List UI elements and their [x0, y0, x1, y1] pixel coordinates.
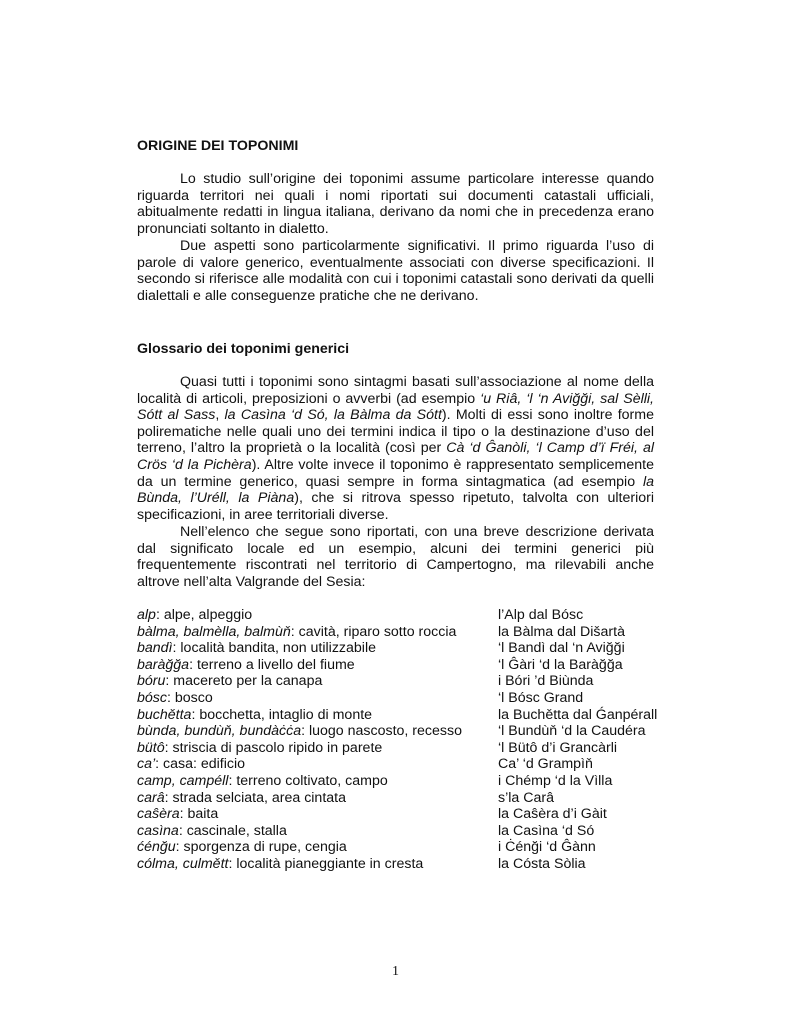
glossary-definition: [137, 673, 322, 690]
glossary-term: alp: [137, 607, 156, 623]
intro-paragraph-1: [137, 171, 654, 237]
glossary-term: bùnda, bundùň, bundàċċa: [137, 723, 302, 740]
paragraph-text: Nell’elenco che segue sono riportati, con una breve descrizione derivata dal significato locale ed un esempio, alcuni dei termini generici più frequentemente riscontrati nel territorio di Campertogno, ma rilevabili anche altrove nell’alta Valgrande del Sesia:: [137, 524, 654, 590]
glossary-definition: [137, 790, 346, 807]
glossary-definition: [137, 624, 456, 641]
glossary-example: la Cósta Sòlia: [498, 855, 586, 872]
glossary-definition: [137, 756, 245, 773]
glossary-description: : baita: [179, 806, 219, 823]
glossary-description: : casa: edificio: [155, 756, 246, 773]
glossary-heading: Glossario dei toponimi generici: [137, 341, 350, 357]
glossary-definition: [137, 823, 287, 840]
glossary-description: : strada selciata, area cintata: [164, 789, 346, 806]
glossary-row: [137, 624, 677, 641]
glossary-description: : località pianeggiante in cresta: [228, 855, 424, 872]
glossary-description: : macereto per la canapa: [165, 673, 323, 690]
glossary-row: [137, 707, 677, 724]
glossary-row: [137, 806, 677, 823]
body-paragraph-4: [137, 524, 654, 590]
glossary-example: ‘l Bundùň ‘d la Caudéra: [498, 723, 646, 740]
glossary-example: la Caŝèra d’i Gàit: [498, 806, 607, 823]
glossary-row: [137, 607, 677, 624]
text-run: Quasi tutti i toponimi sono sintagmi basati sull’associazione al nome della località di articoli, preposizioni o avverbi (ad esempio: [137, 374, 654, 407]
glossary-example: i Bóri ’d Biùnda: [498, 673, 594, 690]
glossary-description: : sporgenza di rupe, cengia: [175, 839, 347, 856]
example-italic: Cà ‘d Ĝanòli, ‘l Camp d’ï Fréi, al Crös ‘d la Pichèra: [137, 440, 655, 473]
text-run: ). Molti di essi sono inoltre forme polirematiche nelle quali uno dei termini indica il tipo o la destinazione d’uso del terreno, l’altro la proprietà o la località (così per: [137, 407, 654, 457]
glossary-description: : luogo nascosto, recesso: [301, 723, 462, 740]
glossary-term: bóru: [137, 673, 166, 690]
glossary-definition: [137, 657, 355, 674]
glossary-term: ca’: [137, 756, 156, 773]
glossary-term: buchětta: [137, 706, 192, 723]
glossary-example: s’la Carâ: [498, 789, 554, 806]
glossary-definition: [137, 707, 372, 724]
glossary-description: : cavità, riparo sotto roccia: [290, 623, 457, 640]
glossary-example: la Casìna ‘d Só: [498, 822, 595, 839]
glossary-term: carâ: [137, 789, 165, 806]
paragraph-text: Lo studio sull’origine dei toponimi assume particolare interesse quando riguarda territori nei quali i nomi riportati sui documenti catastali ufficiali, abitualmente redatti in lingua italiana, derivano da nomi che in precedenza erano pronunciati soltanto in dialetto.: [137, 171, 654, 237]
example-italic: la Bùnda, l’Uréll, la Piàna: [137, 473, 654, 507]
glossary-example: i Ċénği ‘d Ĝànn: [498, 839, 596, 856]
glossary-description: : cascinale, stalla: [178, 822, 287, 839]
glossary-description: : striscia di pascolo ripido in parete: [164, 739, 383, 756]
glossary-row: [137, 657, 677, 674]
glossary-definition: [137, 856, 423, 873]
page-number: 1: [392, 964, 399, 979]
glossary-description: : bosco: [166, 689, 213, 706]
glossary-example: ‘l Ĝàri ‘d la Baràğğa: [498, 656, 623, 673]
glossary-row: [137, 823, 677, 840]
intro-paragraph-2: [137, 238, 654, 304]
glossary-row: [137, 723, 677, 740]
glossary-row: [137, 856, 677, 873]
glossary-description: : località bandita, non utilizzabile: [172, 640, 376, 657]
glossary-example: i Chémp ‘d la Vìlla: [498, 772, 613, 789]
glossary-term: baràğğa: [137, 656, 190, 673]
glossary-definition: [137, 607, 252, 624]
body-paragraph-3: [137, 374, 654, 523]
glossary-term: caŝèra: [137, 806, 180, 823]
glossary-row: [137, 839, 677, 856]
glossary-list: [137, 607, 677, 873]
glossary-definition: [137, 773, 388, 790]
glossary-definition: [137, 839, 347, 856]
glossary-row: [137, 690, 677, 707]
glossary-row: [137, 756, 677, 773]
glossary-term: casìna: [137, 822, 179, 839]
glossary-example: ‘l Bandì dal ‘n Aviğği: [498, 640, 625, 657]
glossary-row: [137, 673, 677, 690]
glossary-example: ‘l Bütô d’i Grancàrli: [498, 739, 618, 756]
glossary-row: [137, 790, 677, 807]
glossary-description: : alpe, alpeggio: [155, 607, 253, 623]
glossary-definition: [137, 723, 462, 740]
glossary-example: l’Alp dal Bósc: [498, 607, 584, 623]
paragraph-text: Due aspetti sono particolarmente significativi. Il primo riguarda l’uso di parole di valore generico, eventualmente associati con diverse specificazioni. Il secondo si riferisce alle modalità con cui i toponimi catastali sono derivati da quelli dialettali e alle conseguenze pratiche che ne derivano.: [137, 238, 654, 304]
glossary-definition: [137, 640, 376, 657]
glossary-example: la Bàlma dal Dišartà: [498, 623, 625, 640]
glossary-row: [137, 640, 677, 657]
glossary-definition: [137, 690, 213, 707]
paragraph-text: [137, 374, 654, 523]
glossary-definition: [137, 806, 218, 823]
glossary-row: [137, 740, 677, 757]
glossary-term: ćénğu: [137, 839, 176, 856]
glossary-term: bàlma, balmèlla, balmùň: [137, 623, 291, 640]
example-italic: ‘u Riâ, ‘l ‘n Aviğği, sal Sèlli, Sótt al Sass: [137, 390, 654, 424]
glossary-description: : bocchetta, intaglio di monte: [191, 706, 373, 723]
glossary-term: bósc: [137, 689, 167, 706]
glossary-description: : terreno coltivato, campo: [228, 772, 388, 789]
section-heading: ORIGINE DEI TOPONIMI: [137, 138, 299, 154]
glossary-description: : terreno a livello del fiume: [189, 656, 355, 673]
glossary-term: camp, campéll: [137, 772, 229, 789]
text-run: ,: [215, 407, 225, 424]
glossary-example: Ca’ ‘d Grampìň: [498, 756, 593, 773]
text-run: ), che si ritrova spesso ripetuto, talvolta con ulteriori specificazioni, in aree territoriali diverse.: [137, 490, 654, 523]
text-run: ). Altre volte invece il toponimo è rappresentato semplicemente da un termine generico, quasi sempre in forma sintagmatica (ad esempio: [137, 456, 654, 490]
glossary-term: bütô: [137, 739, 165, 756]
glossary-term: cólma, culmětt: [137, 855, 229, 872]
glossary-definition: [137, 740, 382, 757]
glossary-example: la Buchětta dal Ǵanpérall: [498, 706, 658, 723]
glossary-example: ‘l Bósc Grand: [498, 689, 584, 706]
glossary-term: bandì: [137, 640, 173, 657]
example-italic: la Casìna ‘d Só, la Bàlma da Sótt: [224, 407, 442, 424]
glossary-row: [137, 773, 677, 790]
